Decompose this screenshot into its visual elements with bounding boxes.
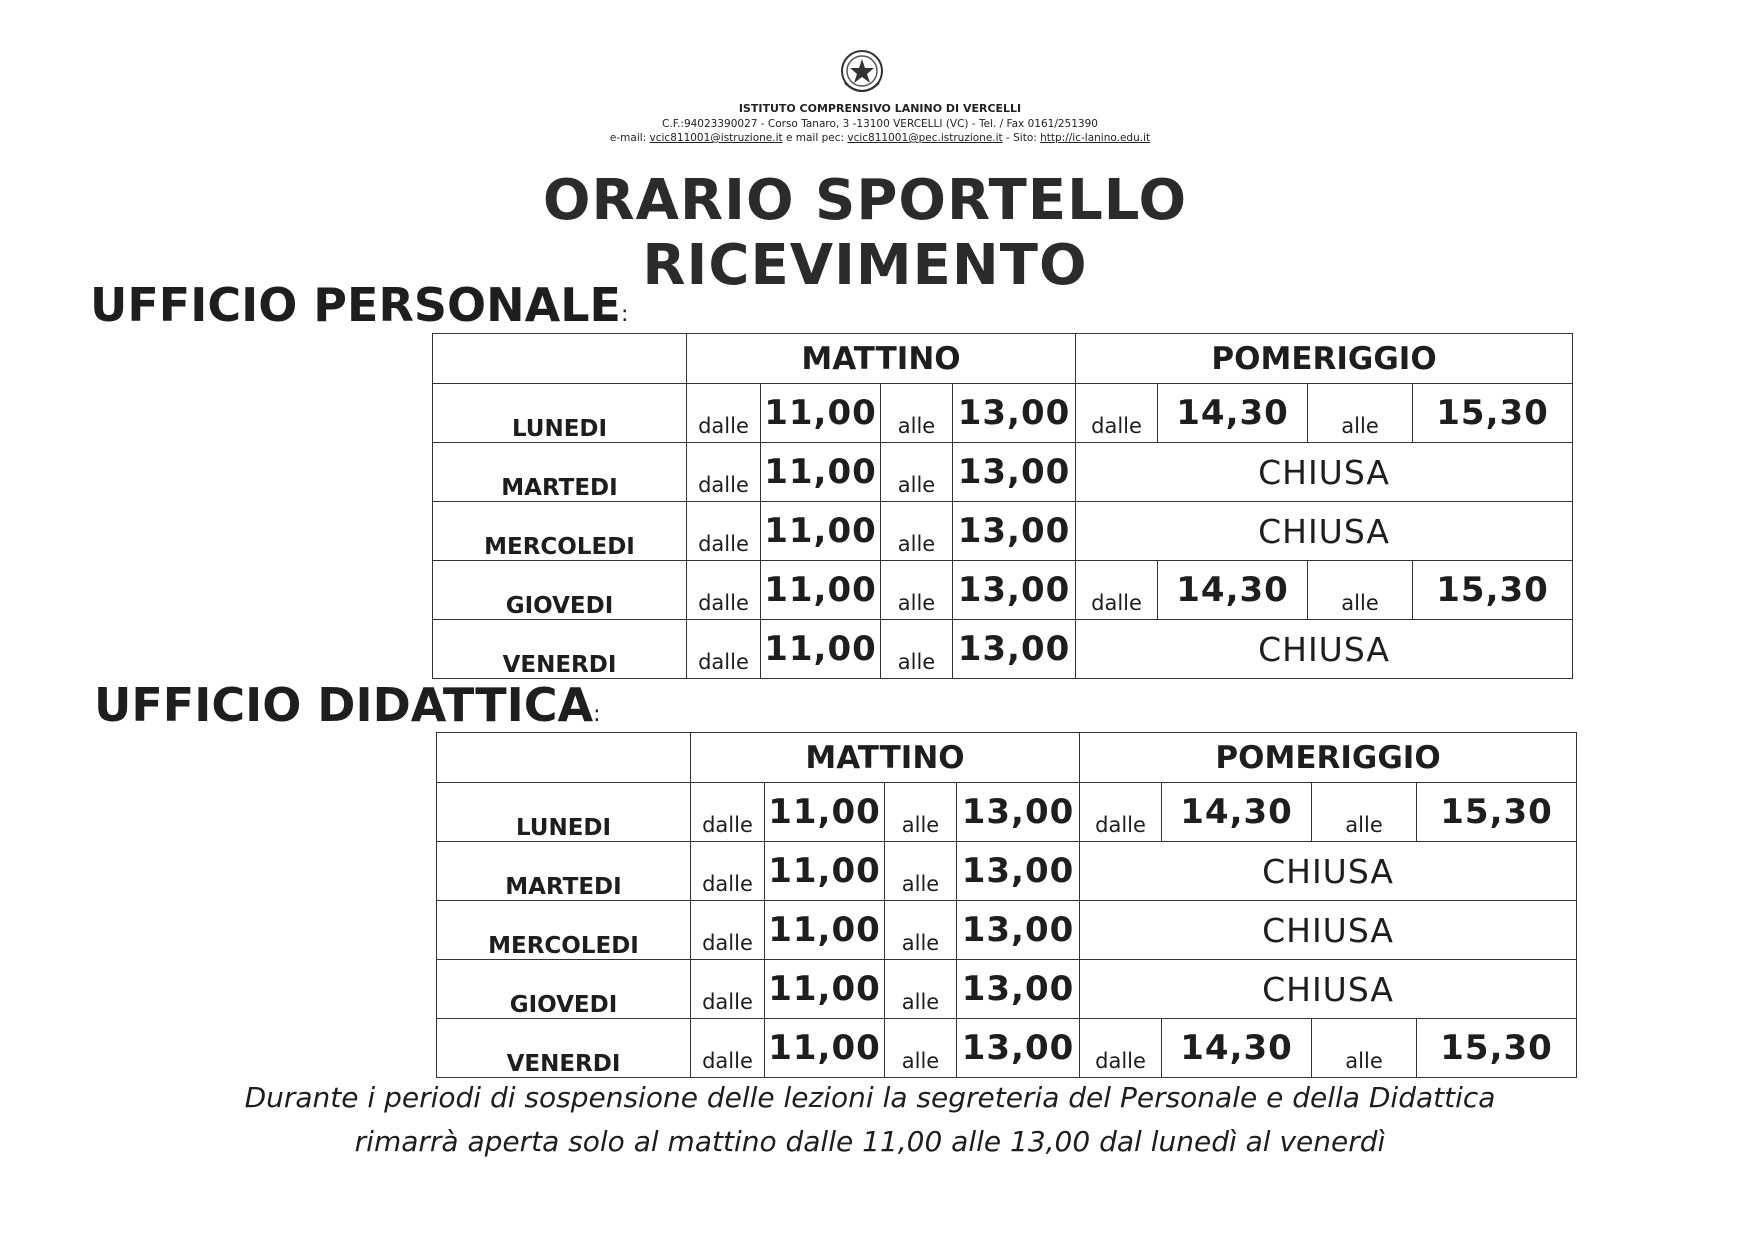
morning-start: 11,00: [765, 1019, 885, 1078]
day-label: GIOVEDI: [433, 561, 687, 620]
morning-start: 11,00: [765, 842, 885, 901]
table-row: [437, 960, 1577, 1019]
morning-end: 13,00: [953, 620, 1076, 679]
table-row: [433, 384, 1573, 443]
morning-start: 11,00: [761, 561, 881, 620]
schedule-table-didattica: [436, 732, 1577, 1078]
to-word: alle: [881, 502, 953, 561]
afternoon-end: 15,30: [1417, 1019, 1577, 1078]
from-word: dalle: [691, 842, 765, 901]
from-word: dalle: [1080, 1019, 1162, 1078]
morning-end: 13,00: [957, 842, 1080, 901]
to-word: alle: [1312, 1019, 1417, 1078]
section-colon: :: [593, 702, 601, 727]
morning-start: 11,00: [765, 901, 885, 960]
section-name: UFFICIO DIDATTICA: [94, 678, 594, 732]
from-word: dalle: [687, 620, 761, 679]
afternoon-closed: CHIUSA: [1080, 901, 1577, 960]
to-word: alle: [885, 842, 957, 901]
site-label: - Sito:: [1002, 132, 1041, 144]
day-label: MARTEDI: [437, 842, 691, 901]
table-row: [433, 502, 1573, 561]
pec-link[interactable]: vcic811001@pec.istruzione.it: [847, 132, 1003, 144]
table-row: [437, 901, 1577, 960]
table-row: [433, 443, 1573, 502]
afternoon-start: 14,30: [1158, 561, 1308, 620]
section-colon: :: [620, 302, 629, 327]
morning-start: 11,00: [761, 502, 881, 561]
from-word: dalle: [1076, 561, 1158, 620]
to-word: alle: [885, 901, 957, 960]
day-label: LUNEDI: [433, 384, 687, 443]
institute-name: ISTITUTO COMPRENSIVO LANINO DI VERCELLI: [738, 102, 1022, 115]
morning-start: 11,00: [765, 960, 885, 1019]
to-word: alle: [881, 561, 953, 620]
table-row: [437, 842, 1577, 901]
afternoon-closed: CHIUSA: [1076, 620, 1573, 679]
day-label: VENERDI: [437, 1019, 691, 1078]
afternoon-start: 14,30: [1158, 384, 1308, 443]
header-pomeriggio: POMERIGGIO: [1076, 334, 1573, 384]
afternoon-end: 15,30: [1413, 561, 1573, 620]
from-word: dalle: [687, 502, 761, 561]
header-empty-cell: [433, 334, 687, 384]
morning-end: 13,00: [953, 384, 1076, 443]
afternoon-end: 15,30: [1417, 783, 1577, 842]
italian-republic-emblem-icon: [837, 47, 887, 99]
table-row: [437, 783, 1577, 842]
institute-address: C.F.:94023390027 - Corso Tanaro, 3 -13100 VERCELLI (VC) - Tel. / Fax 0161/251390: [662, 118, 1098, 130]
table-row: [437, 1019, 1577, 1078]
morning-start: 11,00: [761, 443, 881, 502]
site-link[interactable]: http://ic-lanino.edu.it: [1040, 132, 1151, 144]
afternoon-start: 14,30: [1162, 783, 1312, 842]
from-word: dalle: [687, 384, 761, 443]
schedule-table-personale: [432, 333, 1573, 679]
to-word: alle: [881, 384, 953, 443]
morning-start: 11,00: [761, 620, 881, 679]
afternoon-closed: CHIUSA: [1080, 842, 1577, 901]
page-title: ORARIO SPORTELLO RICEVIMENTO: [542, 168, 1188, 298]
day-label: MERCOLEDI: [433, 502, 687, 561]
to-word: alle: [885, 1019, 957, 1078]
morning-end: 13,00: [953, 561, 1076, 620]
day-label: MARTEDI: [433, 443, 687, 502]
day-label: GIOVEDI: [437, 960, 691, 1019]
from-word: dalle: [691, 1019, 765, 1078]
header-mattino: MATTINO: [691, 733, 1080, 783]
from-word: dalle: [1076, 384, 1158, 443]
from-word: dalle: [691, 901, 765, 960]
morning-end: 13,00: [953, 502, 1076, 561]
morning-end: 13,00: [957, 960, 1080, 1019]
from-word: dalle: [687, 443, 761, 502]
day-label: MERCOLEDI: [437, 901, 691, 960]
pec-label: e mail pec:: [782, 132, 848, 144]
to-word: alle: [885, 960, 957, 1019]
section-name: UFFICIO PERSONALE: [90, 278, 621, 332]
morning-start: 11,00: [761, 384, 881, 443]
header-empty-cell: [437, 733, 691, 783]
afternoon-start: 14,30: [1162, 1019, 1312, 1078]
section-title-personale: [90, 278, 628, 332]
afternoon-closed: CHIUSA: [1076, 502, 1573, 561]
table-row: [433, 620, 1573, 679]
afternoon-end: 15,30: [1413, 384, 1573, 443]
header-mattino: MATTINO: [687, 334, 1076, 384]
closure-note-line-1: Durante i periodi di sospensione delle lezioni la segreteria del Personale e della Didattica: [244, 1081, 1496, 1114]
to-word: alle: [881, 620, 953, 679]
table-row: [433, 561, 1573, 620]
from-word: dalle: [691, 960, 765, 1019]
afternoon-closed: CHIUSA: [1080, 960, 1577, 1019]
day-label: LUNEDI: [437, 783, 691, 842]
to-word: alle: [1308, 561, 1413, 620]
morning-end: 13,00: [957, 901, 1080, 960]
from-word: dalle: [1080, 783, 1162, 842]
to-word: alle: [1308, 384, 1413, 443]
institute-contacts: [480, 131, 1280, 145]
to-word: alle: [885, 783, 957, 842]
morning-start: 11,00: [765, 783, 885, 842]
from-word: dalle: [691, 783, 765, 842]
morning-end: 13,00: [957, 1019, 1080, 1078]
morning-end: 13,00: [953, 443, 1076, 502]
header-pomeriggio: POMERIGGIO: [1080, 733, 1577, 783]
afternoon-closed: CHIUSA: [1076, 443, 1573, 502]
day-label: VENERDI: [433, 620, 687, 679]
section-title-didattica: [94, 678, 601, 732]
email-label: e-mail:: [609, 132, 650, 144]
to-word: alle: [881, 443, 953, 502]
to-word: alle: [1312, 783, 1417, 842]
from-word: dalle: [687, 561, 761, 620]
closure-note-line-2: rimarrà aperta solo al mattino dalle 11,00 alle 13,00 dal lunedì al venerdì: [354, 1125, 1386, 1158]
email-link[interactable]: vcic811001@istruzione.it: [649, 132, 783, 144]
morning-end: 13,00: [957, 783, 1080, 842]
